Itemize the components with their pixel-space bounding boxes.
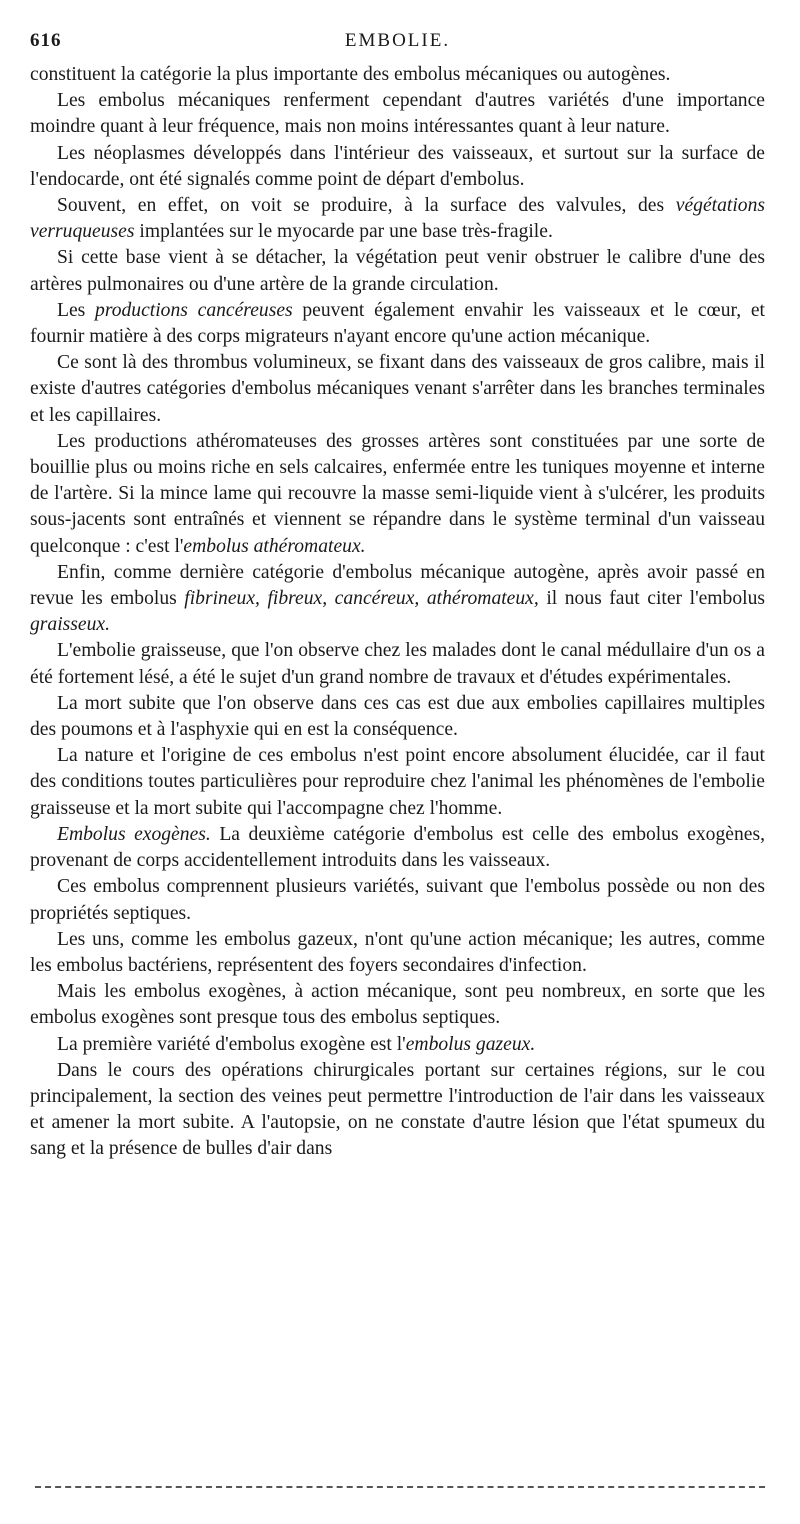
paragraph	[30, 1058, 765, 1163]
text-run: Souvent, en effet, on voit se produire, à la surface des valvules, des	[57, 195, 676, 217]
text-run: La deuxième catégorie d'embolus est celle des embolus exogènes, provenant de corps accidentellement introduits dans les vaisseaux.	[30, 823, 765, 872]
text-run: Dans le cours des opérations chirurgicales portant sur certaines régions, sur le cou principalement, la section des veines peut permettre l'introduction de l'air dans les vaisseaux et amener la mort subite. A l'autopsie, on ne constate d'autre lésion que l'état spumeux du sang et la présence de bulles d'air dans	[30, 1059, 765, 1160]
text-run: Mais les embolus exogènes, à action mécanique, sont peu nombreux, en sorte que les embolus exogènes sont presque tous des embolus septiques.	[30, 981, 765, 1029]
italic-text: productions cancéreuses	[95, 299, 293, 321]
text-run: L'embolie graisseuse, que l'on observe chez les malades dont le canal médullaire d'un os a été fortement lésé, a été le sujet d'un grand nombre de travaux et d'études expérimentales.	[30, 640, 765, 688]
italic-text: embolus gazeux.	[405, 1033, 536, 1055]
paragraph	[30, 429, 765, 560]
text-run: La nature et l'origine de ces embolus n'est point encore absolument élucidée, car il faut des conditions toutes particulières pour reproduire chez l'animal les phénomènes de l'embolie graisseuse et la mort subite qui l'accompagne chez l'homme.	[30, 745, 765, 819]
paragraph	[30, 298, 765, 350]
paragraph	[30, 822, 765, 874]
paragraph	[30, 743, 765, 822]
italic-text: embolus athéromateux.	[183, 535, 366, 557]
page-number: 616	[30, 30, 62, 51]
paragraph	[30, 88, 765, 140]
text-run: peuvent également envahir les vaisseaux et le cœur, et fournir matière à des corps migrateurs n'ayant encore qu'une action mécanique.	[30, 299, 765, 348]
running-title: EMBOLIE.	[344, 30, 451, 51]
paragraph	[30, 560, 765, 639]
text-run: Ce sont là des thrombus volumineux, se fixant dans des vaisseaux de gros calibre, mais il existe d'autres catégories d'embolus mécaniques venant s'arrêter dans les branches terminales et les capillaires.	[30, 352, 765, 426]
italic-text: fibrineux, fibreux, cancéreux, athéromateux,	[184, 588, 539, 610]
text-run: Enfin, comme dernière catégorie d'embolus mécanique autogène, après avoir passé en revue les embolus	[30, 561, 765, 610]
text-run: La première variété d'embolus exogène est l'	[57, 1033, 406, 1055]
paragraph	[30, 245, 765, 297]
paragraph	[30, 141, 765, 193]
text-run: Si cette base vient à se détacher, la végétation peut venir obstruer le calibre d'une des artères pulmonaires ou d'une artère de la grande circulation.	[30, 247, 765, 295]
italic-text: Embolus exogènes.	[57, 823, 211, 845]
text-run: Les	[57, 299, 96, 321]
text-run: Les embolus mécaniques renferment cependant d'autres variétés d'une importance moindre quant à leur fréquence, mais non moins intéressantes quant à leur nature.	[30, 90, 765, 138]
text-run: constituent la catégorie la plus importante des embolus mécaniques ou autogènes.	[30, 64, 671, 85]
paragraph	[30, 350, 765, 429]
paragraph	[30, 193, 765, 245]
text-run: Les productions athéromateuses des grosses artères sont constituées par une sorte de bouillie plus ou moins riche en sels calcaires, enfermée entre les tuniques moyenne et interne de l'artère. Si la mince lame qui recouvre la masse semi-liquide vient à s'ulcérer, les produits sous-jacents sont entraînés et viennent se répandre dans le système terminal d'un vaisseau quelconque : c'est l'	[30, 430, 765, 557]
text-run: Les uns, comme les embolus gazeux, n'ont qu'une action mécanique; les autres, comme les embolus bactériens, représentent des foyers secondaires d'infection.	[30, 928, 765, 976]
page-header	[30, 30, 765, 56]
text-run: il nous faut citer l'embolus	[538, 588, 765, 610]
text-run: implantées sur le myocarde par une base très-fragile.	[134, 221, 553, 243]
text-run: Les néoplasmes développés dans l'intérieur des vaisseaux, et surtout sur la surface de l'endocarde, ont été signalés comme point de départ d'embolus.	[30, 142, 765, 190]
paragraph	[30, 691, 765, 743]
italic-text: graisseux.	[30, 614, 111, 636]
text-run: La mort subite que l'on observe dans ces cas est due aux embolies capillaires multiples des poumons et à l'asphyxie qui en est la conséquence.	[30, 692, 765, 741]
text-run: Ces embolus comprennent plusieurs variétés, suivant que l'embolus possède ou non des propriétés septiques.	[30, 876, 765, 924]
footer-rule	[35, 1486, 765, 1488]
italic-text: végétations verruqueuses	[30, 195, 765, 243]
paragraph	[30, 874, 765, 926]
paragraph	[30, 927, 765, 979]
body-text	[30, 62, 765, 1163]
paragraph	[30, 62, 765, 88]
paragraph	[30, 1032, 765, 1058]
paragraph	[30, 638, 765, 690]
paragraph	[30, 979, 765, 1031]
